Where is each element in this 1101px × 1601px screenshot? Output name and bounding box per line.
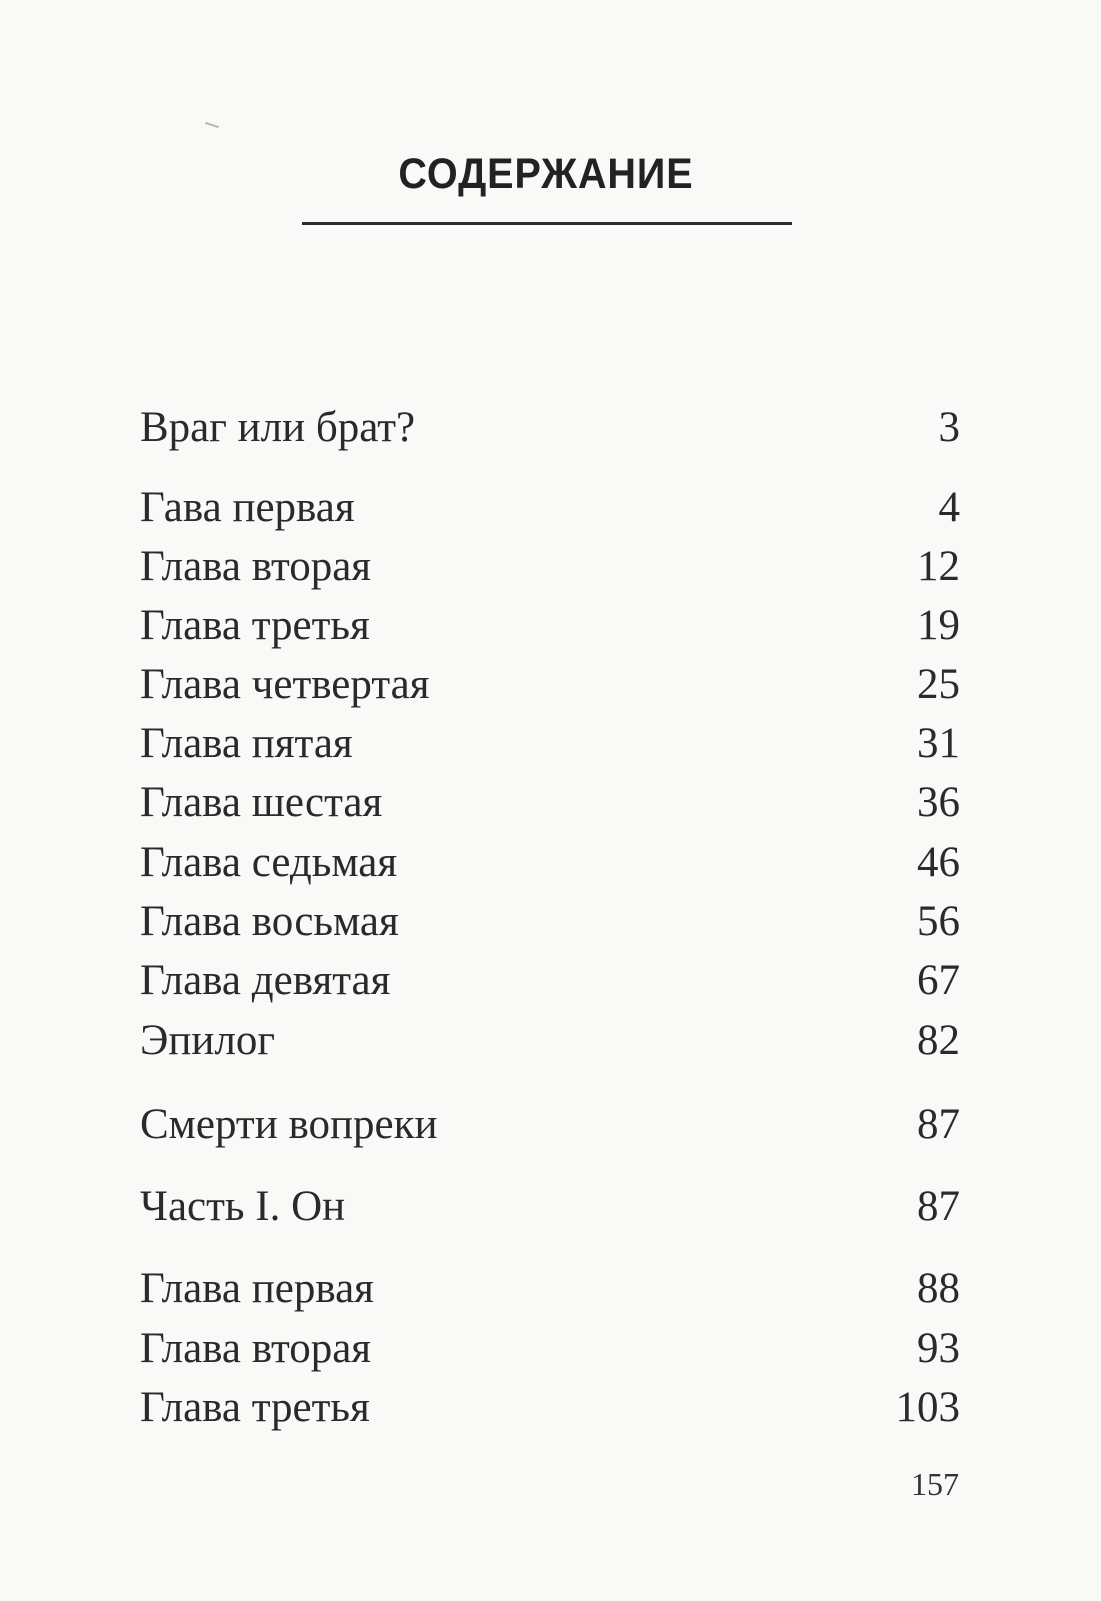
toc-entry-label: Глава третья [140,1384,370,1431]
toc-entry-page: 19 [917,602,960,649]
toc-entry-page: 56 [917,898,960,945]
toc-entry-label: Глава восьмая [140,898,399,945]
toc-entry [140,778,960,828]
toc-title: СОДЕРЖАНИЕ [398,150,694,198]
toc-entry-label: Глава вторая [140,543,372,590]
toc-entry-page: 87 [917,1183,960,1230]
toc-entry-label: Глава третья [140,602,370,649]
toc-entry-label: Глава четвертая [140,661,430,708]
toc-entry-page: 46 [917,839,960,886]
toc-entry [140,1016,960,1066]
toc-entry-label: Враг или брат? [140,404,416,451]
toc-entry [140,838,960,888]
toc-entry-page: 103 [895,1384,960,1431]
toc-entry-label: Глава пятая [140,720,353,767]
toc-entry-page: 67 [917,957,960,1004]
toc-entry-page: 87 [917,1101,960,1148]
toc-entry-label: Эпилог [140,1017,276,1064]
toc-entry [140,1324,960,1374]
toc-entry [140,956,960,1006]
toc-entry-page: 25 [917,661,960,708]
toc-entry-page: 88 [917,1265,960,1312]
page-number: 157 [911,1466,959,1502]
toc-entry-label: Глава шестая [140,779,383,826]
toc-entry [140,403,960,453]
toc-entry-page: 31 [917,720,960,767]
toc-entry-page: 93 [917,1325,960,1372]
toc-entry-label: Гава первая [140,484,355,531]
toc-entry-label: Глава девятая [140,957,391,1004]
toc-entry-page: 12 [917,543,960,590]
toc-entry-page: 4 [938,484,960,531]
toc-entry [140,1182,960,1232]
toc-entry-label: Глава вторая [140,1325,372,1372]
toc-entry [140,1383,960,1433]
toc-entry-label: Часть I. Он [140,1183,346,1230]
toc-entry [140,719,960,769]
toc-entry-label: Смерти вопреки [140,1101,438,1148]
toc-entry [140,542,960,592]
title-underline [302,222,792,225]
toc-entry-label: Глава седьмая [140,839,398,886]
toc-entry [140,483,960,533]
toc-entry [140,601,960,651]
toc-entry [140,1100,960,1150]
toc-entry-page: 82 [917,1017,960,1064]
toc-entry [140,897,960,947]
paper-mark [205,122,219,128]
toc-entry-page: 36 [917,779,960,826]
toc-entry [140,660,960,710]
toc-entry-page: 3 [938,404,960,451]
toc-entry [140,1264,960,1314]
toc-entry-label: Глава первая [140,1265,374,1312]
